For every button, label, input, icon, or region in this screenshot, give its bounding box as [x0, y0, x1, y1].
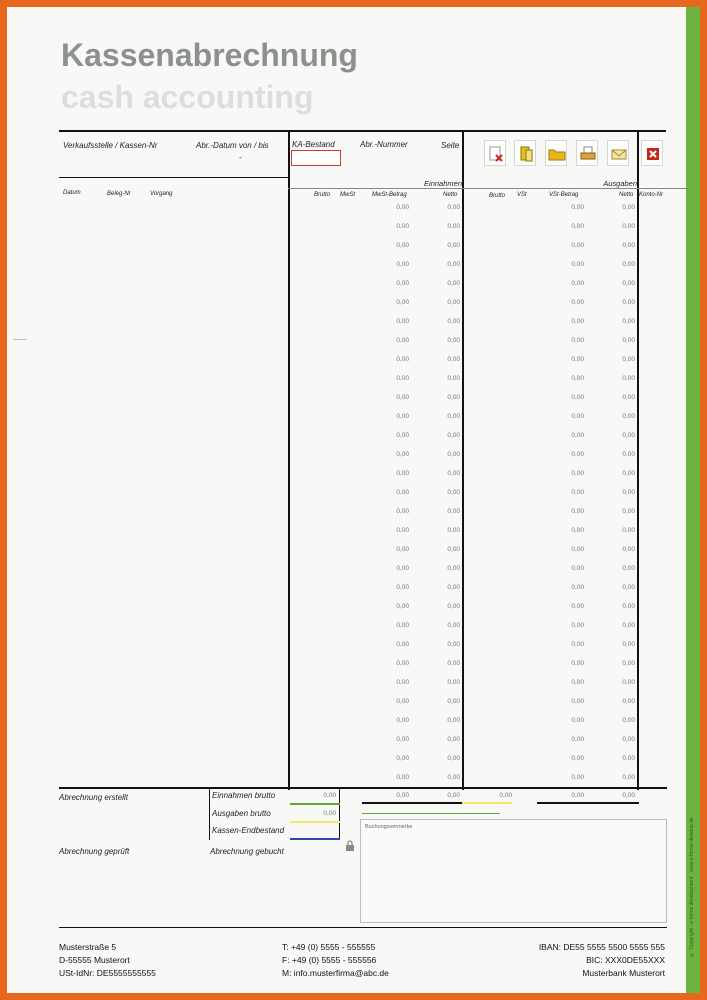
col-brutto-2: Brutto: [489, 193, 506, 199]
table-cell: 0,00: [396, 736, 409, 743]
table-cell: 0,00: [571, 717, 584, 724]
table-cell: 0,00: [396, 717, 409, 724]
table-cell: 0,00: [396, 432, 409, 439]
open-folder-icon: [548, 145, 566, 163]
sum-brutto-2: 0,00: [499, 792, 512, 799]
table-cell: 0,00: [622, 603, 635, 610]
table-cell: 0,00: [396, 223, 409, 230]
table-cell: 0,00: [396, 679, 409, 686]
col-beleg-nr: Beleg-Nr: [107, 191, 131, 197]
fax: F: +49 (0) 5555 - 555556: [282, 955, 377, 965]
table-cell: 0,00: [447, 394, 460, 401]
email-icon: [610, 145, 628, 163]
table-cell: 0,00: [571, 736, 584, 743]
table-cell: 0,00: [571, 432, 584, 439]
table-cell: 0,00: [571, 508, 584, 515]
table-cell: 0,00: [622, 261, 635, 268]
col-mwst-betrag: MwSt-Betrag: [372, 192, 407, 198]
table-cell: 0,00: [571, 679, 584, 686]
col-vst: VSt: [517, 192, 527, 198]
sum-line-yellow: [462, 802, 512, 804]
table-cell: 0,00: [447, 622, 460, 629]
page-title: Kassenabrechnung: [61, 37, 358, 73]
verkaufsstelle-label: Verkaufsstelle / Kassen-Nr: [63, 141, 158, 150]
footer-address: [59, 941, 156, 980]
ausgaben-header: Ausgaben: [603, 179, 637, 188]
col-brutto: Brutto: [314, 192, 331, 198]
table-cell: 0,00: [622, 565, 635, 572]
table-cell: 0,00: [622, 717, 635, 724]
table-cell: 0,00: [447, 717, 460, 724]
totals-box-right: [339, 787, 340, 840]
table-cell: 0,00: [622, 451, 635, 458]
table-cell: 0,00: [571, 356, 584, 363]
einnahmen-underline: [290, 803, 340, 805]
table-cell: 0,00: [396, 375, 409, 382]
table-cell: 0,00: [622, 584, 635, 591]
table-cell: 0,00: [447, 451, 460, 458]
seite-label: Seite: [441, 141, 460, 150]
table-cell: 0,00: [396, 622, 409, 629]
ka-bestand-label: KA-Bestand: [292, 140, 335, 149]
header-bottom-line: [59, 177, 288, 178]
table-cell: 0,00: [571, 223, 584, 230]
table-cell: 0,00: [622, 660, 635, 667]
totals-top-line: [59, 787, 667, 789]
subheader-line: [288, 188, 688, 189]
sum-netto: 0,00: [447, 792, 460, 799]
delete-document-icon: [487, 145, 505, 163]
table-cell: 0,00: [447, 261, 460, 268]
print-icon: [579, 145, 597, 163]
table-cell: 0,00: [447, 527, 460, 534]
col-netto: Netto: [443, 192, 458, 198]
table-cell: 0,00: [622, 413, 635, 420]
table-cell: 0,00: [622, 508, 635, 515]
table-cell: 0,00: [571, 261, 584, 268]
table-cell: 0,00: [622, 280, 635, 287]
table-cell: 0,00: [571, 698, 584, 705]
sum-mwst-betrag: 0,00: [396, 792, 409, 799]
table-cell: 0,00: [571, 394, 584, 401]
table-cell: 0,00: [571, 603, 584, 610]
table-cell: 0,00: [622, 489, 635, 496]
ausgaben-brutto-label: Ausgaben brutto: [212, 809, 271, 818]
table-cell: 0,00: [396, 489, 409, 496]
close-button[interactable]: [641, 140, 663, 166]
table-cell: 0,00: [571, 622, 584, 629]
table-cell: 0,00: [396, 261, 409, 268]
table-cell: 0,00: [447, 299, 460, 306]
table-cell: 0,00: [571, 337, 584, 344]
table-cell: 0,00: [447, 755, 460, 762]
table-cell: 0,00: [622, 337, 635, 344]
table-cell: 0,00: [447, 223, 460, 230]
close-icon: [644, 145, 662, 163]
table-cell: 0,00: [396, 337, 409, 344]
lock-icon: [345, 840, 355, 852]
table-cell: 0,00: [622, 736, 635, 743]
table-cell: 0,00: [622, 356, 635, 363]
table-cell: 0,00: [622, 470, 635, 477]
endbestand-underline: [290, 838, 340, 840]
table-cell: 0,00: [571, 242, 584, 249]
abrechnung-gebucht-label: Abrechnung gebucht: [210, 847, 284, 856]
phone: T: +49 (0) 5555 - 555555: [282, 942, 376, 952]
abr-datum-label: Abr.-Datum von / bis: [196, 141, 269, 150]
table-cell: 0,00: [396, 774, 409, 781]
table-cell: 0,00: [447, 413, 460, 420]
sum-line-1: [362, 802, 462, 804]
table-cell: 0,00: [447, 679, 460, 686]
table-cell: 0,00: [396, 508, 409, 515]
col-vst-betrag: VSt-Betrag: [549, 192, 579, 198]
open-folder-button[interactable]: [545, 140, 567, 166]
table-cell: 0,00: [396, 204, 409, 211]
sum-line-2: [537, 802, 639, 804]
table-cell: 0,00: [396, 356, 409, 363]
table-cell: 0,00: [622, 318, 635, 325]
col-divider-1: [288, 130, 290, 790]
table-cell: 0,00: [622, 527, 635, 534]
table-cell: 0,00: [447, 242, 460, 249]
table-cell: 0,00: [447, 356, 460, 363]
table-cell: 0,00: [447, 337, 460, 344]
col-konto-nr: Konto-Nr: [639, 192, 664, 198]
copy-document-button[interactable]: [514, 140, 536, 166]
table-cell: 0,00: [396, 299, 409, 306]
buchungsvermerke-label: Buchungsvermerke: [365, 824, 413, 830]
table-cell: 0,00: [396, 584, 409, 591]
table-cell: 0,00: [447, 280, 460, 287]
table-cell: 0,00: [447, 546, 460, 553]
delete-document-button[interactable]: [484, 140, 506, 166]
abrechnung-geprueft-label: Abrechnung geprüft: [59, 847, 130, 856]
table-cell: 0,00: [447, 318, 460, 325]
fold-mark: [13, 339, 27, 340]
table-cell: 0,00: [622, 242, 635, 249]
table-cell: 0,00: [396, 641, 409, 648]
abrechnung-erstellt-label: Abrechnung erstellt: [59, 793, 128, 802]
table-cell: 0,00: [622, 394, 635, 401]
col-divider-2: [462, 130, 464, 790]
ausgaben-underline: [290, 821, 340, 823]
table-cell: 0,00: [571, 318, 584, 325]
abr-nummer-label: Abr.-Nummer: [360, 140, 408, 149]
iban: IBAN: DE55 5555 5500 5555 555: [538, 942, 665, 952]
table-cell: 0,00: [571, 584, 584, 591]
table-cell: 0,00: [571, 660, 584, 667]
table-cell: 0,00: [571, 489, 584, 496]
totals-box-left: [209, 787, 210, 840]
table-cell: 0,00: [622, 204, 635, 211]
table-cell: 0,00: [447, 565, 460, 572]
table-cell: 0,00: [571, 774, 584, 781]
table-cell: 0,00: [447, 736, 460, 743]
table-cell: 0,00: [396, 413, 409, 420]
table-cell: 0,00: [571, 280, 584, 287]
bank-name: Musterbank Musterort: [582, 968, 665, 978]
table-cell: 0,00: [622, 432, 635, 439]
buchungsvermerke-field[interactable]: [360, 819, 667, 923]
sum-netto-2: 0,00: [622, 792, 635, 799]
kassen-endbestand-label: Kassen-Endbestand: [212, 826, 285, 835]
abr-datum-separator: -: [239, 153, 242, 162]
table-cell: 0,00: [396, 603, 409, 610]
table-cell: 0,00: [447, 774, 460, 781]
table-cell: 0,00: [447, 204, 460, 211]
address-city: D-55555 Musterort: [59, 955, 130, 965]
table-cell: 0,00: [396, 451, 409, 458]
col-netto-2: Netto: [619, 192, 634, 198]
form-page: [7, 7, 700, 993]
table-cell: 0,00: [396, 698, 409, 705]
einnahmen-brutto-label: Einnahmen brutto: [212, 791, 276, 800]
table-cell: 0,00: [447, 470, 460, 477]
table-cell: 0,00: [571, 546, 584, 553]
table-cell: 0,00: [396, 755, 409, 762]
table-cell: 0,00: [622, 641, 635, 648]
sum-line-green: [362, 813, 500, 814]
col-datum: Datum: [63, 190, 81, 196]
email-button[interactable]: [607, 140, 629, 166]
table-cell: 0,00: [396, 546, 409, 553]
footer-bank: [507, 941, 665, 980]
table-cell: 0,00: [447, 660, 460, 667]
table-cell: 0,00: [622, 755, 635, 762]
table-cell: 0,00: [622, 774, 635, 781]
sum-vst-betrag: 0,00: [571, 792, 584, 799]
footer-line: [59, 927, 667, 928]
table-cell: 0,00: [622, 375, 635, 382]
table-cell: 0,00: [447, 432, 460, 439]
table-cell: 0,00: [571, 527, 584, 534]
header-top-line: [59, 130, 666, 132]
table-cell: 0,00: [571, 470, 584, 477]
table-cell: 0,00: [447, 375, 460, 382]
table-cell: 0,00: [396, 318, 409, 325]
table-cell: 0,00: [396, 280, 409, 287]
footer-contact: [282, 941, 389, 980]
einnahmen-header: Einnahmen: [424, 179, 462, 188]
table-cell: 0,00: [622, 679, 635, 686]
table-cell: 0,00: [622, 622, 635, 629]
copy-document-icon: [517, 145, 535, 163]
einnahmen-brutto-value: 0,00: [323, 792, 336, 799]
table-cell: 0,00: [447, 508, 460, 515]
table-cell: 0,00: [447, 584, 460, 591]
table-cell: 0,00: [571, 565, 584, 572]
ka-bestand-input[interactable]: [291, 150, 341, 166]
table-cell: 0,00: [396, 565, 409, 572]
table-cell: 0,00: [571, 641, 584, 648]
table-cell: 0,00: [447, 603, 460, 610]
table-cell: 0,00: [447, 698, 460, 705]
col-vorgang: Vorgang: [150, 191, 173, 197]
print-button[interactable]: [576, 140, 598, 166]
table-cell: 0,00: [571, 451, 584, 458]
table-cell: 0,00: [622, 698, 635, 705]
table-cell: 0,00: [571, 299, 584, 306]
table-cell: 0,00: [396, 660, 409, 667]
table-cell: 0,00: [571, 755, 584, 762]
ausgaben-brutto-value: 0,00: [323, 810, 336, 817]
address-street: Musterstraße 5: [59, 942, 117, 952]
copyright-note: © Copyright - e-forms development · www.e-forms-develop.de: [689, 817, 695, 957]
table-cell: 0,00: [396, 470, 409, 477]
table-cell: 0,00: [622, 223, 635, 230]
table-cell: 0,00: [447, 489, 460, 496]
ust-id: USt-IdNr: DE5555555555: [59, 968, 156, 978]
table-cell: 0,00: [571, 413, 584, 420]
table-cell: 0,00: [622, 546, 635, 553]
table-cell: 0,00: [622, 299, 635, 306]
col-mwst: MwSt: [340, 192, 355, 198]
table-cell: 0,00: [396, 527, 409, 534]
table-cell: 0,00: [447, 641, 460, 648]
col-divider-3: [637, 130, 639, 790]
table-cell: 0,00: [396, 394, 409, 401]
bic: BIC: XXX0DE55XXX: [586, 955, 665, 965]
table-cell: 0,00: [571, 204, 584, 211]
table-cell: 0,00: [396, 242, 409, 249]
table-cell: 0,00: [571, 375, 584, 382]
email: M: info.musterfirma@abc.de: [282, 968, 389, 978]
page-subtitle: cash accounting: [61, 79, 314, 115]
